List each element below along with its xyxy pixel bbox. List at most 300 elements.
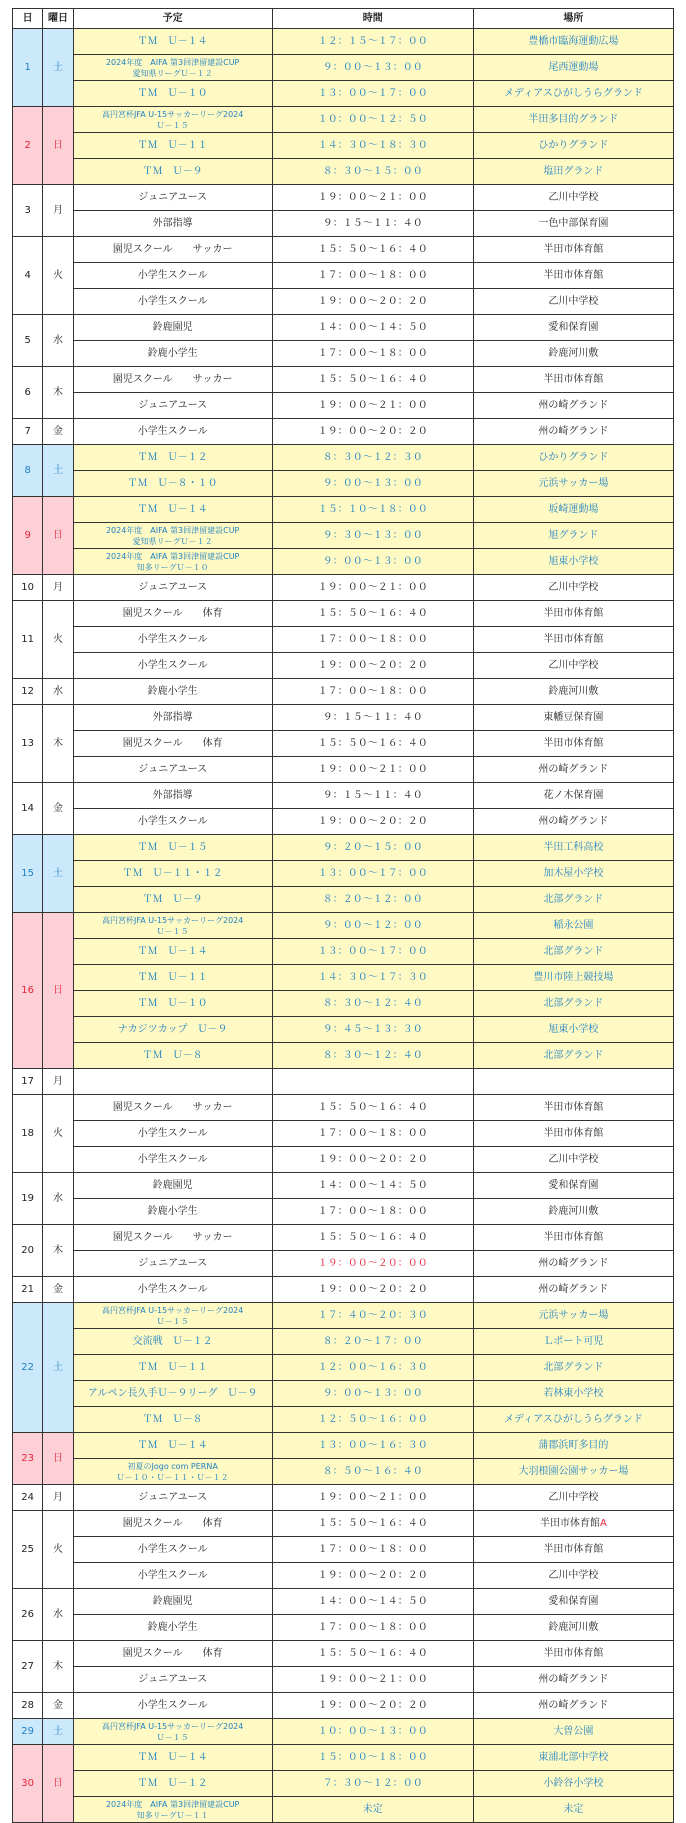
event-cell: 鈴鹿小学生	[73, 341, 272, 367]
event-cell: 園児スクール サッカー	[73, 1095, 272, 1121]
event-cell: ＴＭ Ｕ－１４	[73, 1745, 272, 1771]
place-cell	[473, 939, 673, 965]
day-of-week: 水	[43, 1589, 73, 1641]
schedule-row	[13, 1043, 674, 1069]
day-of-week: 木	[43, 1225, 73, 1277]
event-cell: 鈴鹿園児	[73, 1589, 272, 1615]
place-name: 乙川中学校	[548, 296, 599, 307]
schedule-header	[13, 9, 674, 29]
schedule-row	[13, 107, 674, 133]
day-of-week: 土	[43, 835, 73, 913]
time-cell: ８：２０～１２：００	[272, 887, 473, 913]
place-name: 州の崎グランド	[538, 1700, 609, 1711]
event-cell: 高円宮杯JFA U-15サッカーリーグ2024 Ｕ－１５	[73, 107, 272, 133]
place-name: 稲永公園	[553, 920, 594, 931]
time-cell: １９：００～２０：２０	[272, 289, 473, 315]
schedule-row	[13, 1485, 674, 1511]
time-cell: １７：４０～２０：３０	[272, 1303, 473, 1329]
schedule-row	[13, 1615, 674, 1641]
day-number: 26	[13, 1589, 43, 1641]
place-name: 東浦北部中学校	[538, 1752, 609, 1763]
day-of-week: 日	[43, 1745, 73, 1823]
place-name: 半田市体育館	[543, 738, 604, 749]
place-cell	[473, 523, 673, 549]
event-cell: 小学生スクール	[73, 1537, 272, 1563]
event-cell: 鈴鹿小学生	[73, 1199, 272, 1225]
schedule-row	[13, 1017, 674, 1043]
time-cell: １７：００～１８：００	[272, 1615, 473, 1641]
place-cell	[473, 1277, 673, 1303]
place-name: 半田市体育館	[543, 1128, 604, 1139]
day-number: 2	[13, 107, 43, 185]
event-cell: ＴＭ Ｕ－１１	[73, 1355, 272, 1381]
time-cell: １３：００～１６：３０	[272, 1433, 473, 1459]
event-cell: ＴＭ Ｕ－１１	[73, 965, 272, 991]
time-cell: ７：３０～１２：００	[272, 1771, 473, 1797]
schedule-row	[13, 497, 674, 523]
place-cell	[473, 55, 673, 81]
place-name: 若林東小学校	[543, 1388, 604, 1399]
time-cell: １５：１０～１８：００	[272, 497, 473, 523]
schedule-body	[13, 29, 674, 1823]
schedule-row	[13, 1563, 674, 1589]
place-cell	[473, 575, 673, 601]
schedule-row	[13, 55, 674, 81]
place-cell	[473, 159, 673, 185]
time-cell: ９：００～１３：００	[272, 471, 473, 497]
schedule-row	[13, 1667, 674, 1693]
place-cell	[473, 1225, 673, 1251]
event-cell: ＴＭ Ｕ－１５	[73, 835, 272, 861]
place-cell	[473, 1563, 673, 1589]
day-number: 4	[13, 237, 43, 315]
time-cell: １５：５０～１６：４０	[272, 367, 473, 393]
time-cell: １９：００～２０：２０	[272, 1693, 473, 1719]
place-cell	[473, 445, 673, 471]
day-of-week: 火	[43, 1095, 73, 1173]
schedule-row	[13, 783, 674, 809]
event-cell: ＴＭ Ｕ－１２	[73, 445, 272, 471]
place-name: 旭東小学校	[548, 1024, 599, 1035]
schedule-table	[12, 8, 674, 1823]
time-cell: １５：００～１８：００	[272, 1745, 473, 1771]
place-cell	[473, 627, 673, 653]
place-name: 半田工科高校	[543, 842, 604, 853]
place-cell	[473, 185, 673, 211]
event-cell: 小学生スクール	[73, 263, 272, 289]
schedule-row	[13, 575, 674, 601]
place-cell	[473, 1017, 673, 1043]
event-cell: 2024年度 AIFA 第3回津留建設CUP 愛知県リーグＵ－１２	[73, 55, 272, 81]
day-number: 5	[13, 315, 43, 367]
place-cell	[473, 497, 673, 523]
place-cell	[473, 757, 673, 783]
schedule-row	[13, 1459, 674, 1485]
time-cell: １３：００～１７：００	[272, 939, 473, 965]
time-cell: １９：００～２０：２０	[272, 653, 473, 679]
time-cell: １９：００～２０：２０	[272, 1563, 473, 1589]
schedule-row	[13, 1095, 674, 1121]
day-of-week: 月	[43, 575, 73, 601]
place-name: ひかりグランド	[538, 140, 609, 151]
time-cell: ８：３０～１２：４０	[272, 1043, 473, 1069]
event-cell: ジュニアユース	[73, 185, 272, 211]
place-cell	[473, 1771, 673, 1797]
place-cell	[473, 1329, 673, 1355]
place-name: 豊橋市臨海運動広場	[528, 36, 619, 47]
schedule-row	[13, 1303, 674, 1329]
place-cell	[473, 1043, 673, 1069]
place-cell	[473, 965, 673, 991]
schedule-row	[13, 315, 674, 341]
schedule-row	[13, 289, 674, 315]
place-name: 小鈴谷小学校	[543, 1778, 604, 1789]
schedule-row	[13, 1381, 674, 1407]
event-cell: ナカジツカップ Ｕ－９	[73, 1017, 272, 1043]
schedule-row	[13, 549, 674, 575]
event-cell: 園児スクール 体育	[73, 1511, 272, 1537]
day-of-week: 水	[43, 679, 73, 705]
place-cell	[473, 107, 673, 133]
time-cell: １５：５０～１６：４０	[272, 1641, 473, 1667]
place-name: 北部グランド	[543, 946, 604, 957]
place-cell	[473, 653, 673, 679]
schedule-row	[13, 1407, 674, 1433]
event-cell: 鈴鹿小学生	[73, 1615, 272, 1641]
day-of-week: 日	[43, 497, 73, 575]
event-cell: ＴＭ Ｕ－９	[73, 159, 272, 185]
event-cell: ジュニアユース	[73, 757, 272, 783]
place-name: 州の崎グランド	[538, 1284, 609, 1295]
time-cell: １９：００～２１：００	[272, 185, 473, 211]
place-name: 州の崎グランド	[538, 426, 609, 437]
event-cell: ＴＭ Ｕ－８	[73, 1043, 272, 1069]
day-number: 3	[13, 185, 43, 237]
place-name: 半田市体育館	[543, 1232, 604, 1243]
event-cell: ジュニアユース	[73, 393, 272, 419]
schedule-row	[13, 419, 674, 445]
place-name: 未定	[563, 1804, 584, 1815]
time-cell: １０：００～１２：５０	[272, 107, 473, 133]
place-name: 一色中部保育園	[538, 218, 609, 229]
day-of-week: 土	[43, 445, 73, 497]
place-cell	[473, 367, 673, 393]
place-name: 豊川市陸上競技場	[533, 972, 614, 983]
schedule-row	[13, 1771, 674, 1797]
place-cell	[473, 887, 673, 913]
place-name: 北部グランド	[543, 894, 604, 905]
place-cell	[473, 341, 673, 367]
place-cell	[473, 1693, 673, 1719]
time-cell: １４：００～１４：５０	[272, 1589, 473, 1615]
place-cell	[473, 1511, 673, 1537]
place-name: Ｌポート可児	[543, 1336, 604, 1347]
event-cell: 2024年度 AIFA 第3回津留建設CUP 愛知県リーグＵ－１２	[73, 523, 272, 549]
place-cell	[473, 731, 673, 757]
place-cell	[473, 29, 673, 55]
place-name: 半田市体育館	[540, 1518, 600, 1529]
time-cell: １９：００～２０：２０	[272, 809, 473, 835]
schedule-row	[13, 965, 674, 991]
place-cell	[473, 809, 673, 835]
event-cell: 初夏のJogo com PERNA Ｕ－１０・Ｕ－１１・Ｕ－１２	[73, 1459, 272, 1485]
header-row	[13, 9, 674, 29]
schedule-row	[13, 861, 674, 887]
day-of-week: 土	[43, 1303, 73, 1433]
time-cell: １５：５０～１６：４０	[272, 1225, 473, 1251]
schedule-row	[13, 835, 674, 861]
place-name: 北部グランド	[543, 998, 604, 1009]
place-cell	[473, 1433, 673, 1459]
schedule-row	[13, 705, 674, 731]
place-cell	[473, 1173, 673, 1199]
time-cell	[272, 1069, 473, 1095]
time-cell: ９：２０～１５：００	[272, 835, 473, 861]
schedule-row	[13, 939, 674, 965]
schedule-row	[13, 679, 674, 705]
place-name: 州の崎グランド	[538, 764, 609, 775]
place-cell	[473, 1459, 673, 1485]
time-cell: １５：５０～１６：４０	[272, 601, 473, 627]
time-cell: １９：００～２０：００	[272, 1251, 473, 1277]
time-cell: ８：３０～１５：００	[272, 159, 473, 185]
event-cell: 小学生スクール	[73, 1147, 272, 1173]
place-name: 乙川中学校	[548, 1570, 599, 1581]
day-of-week: 土	[43, 1719, 73, 1745]
day-number: 25	[13, 1511, 43, 1589]
time-cell: １９：００～２１：００	[272, 1667, 473, 1693]
place-name: 乙川中学校	[548, 192, 599, 203]
place-name: 大羽根園公園サッカー場	[518, 1466, 629, 1477]
schedule-row	[13, 991, 674, 1017]
time-cell: １３：００～１７：００	[272, 81, 473, 107]
day-of-week: 月	[43, 185, 73, 237]
place-cell	[473, 1615, 673, 1641]
time-cell: １７：００～１８：００	[272, 263, 473, 289]
header-place: 場所	[473, 9, 673, 29]
event-cell: 高円宮杯JFA U-15サッカーリーグ2024 Ｕ－１５	[73, 913, 272, 939]
event-cell: 2024年度 AIFA 第3回津留建設CUP 知多リーグＵ－１１	[73, 1797, 272, 1823]
place-cell	[473, 133, 673, 159]
place-mark: A	[600, 1518, 607, 1529]
schedule-row	[13, 1693, 674, 1719]
schedule-row	[13, 237, 674, 263]
schedule-row	[13, 1433, 674, 1459]
time-cell: ９：１５～１１：４０	[272, 783, 473, 809]
time-cell: ９：００～１３：００	[272, 55, 473, 81]
day-number: 23	[13, 1433, 43, 1485]
place-name: 州の崎グランド	[538, 1258, 609, 1269]
event-cell: 交流戦 Ｕ－１２	[73, 1329, 272, 1355]
schedule-row	[13, 757, 674, 783]
place-cell	[473, 835, 673, 861]
place-cell	[473, 1589, 673, 1615]
place-cell	[473, 1381, 673, 1407]
event-cell: ＴＭ Ｕ－９	[73, 887, 272, 913]
event-cell: 小学生スクール	[73, 289, 272, 315]
place-cell	[473, 861, 673, 887]
schedule-row	[13, 1355, 674, 1381]
place-cell	[473, 263, 673, 289]
time-cell: １４：３０～１８：３０	[272, 133, 473, 159]
schedule-row	[13, 1173, 674, 1199]
schedule-row	[13, 1719, 674, 1745]
schedule-row	[13, 523, 674, 549]
place-name: 半田市体育館	[543, 608, 604, 619]
event-cell: ジュニアユース	[73, 1485, 272, 1511]
time-cell: １５：５０～１６：４０	[272, 237, 473, 263]
day-number: 10	[13, 575, 43, 601]
schedule-row	[13, 1069, 674, 1095]
place-cell	[473, 393, 673, 419]
day-number: 30	[13, 1745, 43, 1823]
schedule-row	[13, 367, 674, 393]
place-cell	[473, 1251, 673, 1277]
place-name: 半田市体育館	[543, 270, 604, 281]
schedule-row	[13, 471, 674, 497]
place-name: 愛和保育園	[548, 1596, 599, 1607]
place-name: 元浜サッカー場	[538, 1310, 609, 1321]
place-name: 半田市体育館	[543, 244, 604, 255]
schedule-row	[13, 1745, 674, 1771]
place-name: 蒲郡浜町多目的	[538, 1440, 609, 1451]
place-cell	[473, 1537, 673, 1563]
place-name: 半田多目的グランド	[528, 114, 619, 125]
place-name: 州の崎グランド	[538, 816, 609, 827]
place-cell	[473, 991, 673, 1017]
place-cell	[473, 1303, 673, 1329]
schedule-row	[13, 731, 674, 757]
day-of-week: 日	[43, 913, 73, 1069]
event-cell: ＴＭ Ｕ－１４	[73, 29, 272, 55]
place-name: 坂崎運動場	[548, 504, 599, 515]
time-cell: １７：００～１８：００	[272, 341, 473, 367]
day-of-week: 日	[43, 107, 73, 185]
place-name: 半田市体育館	[543, 1648, 604, 1659]
event-cell: 小学生スクール	[73, 653, 272, 679]
time-cell: １５：５０～１６：４０	[272, 1095, 473, 1121]
schedule-row	[13, 81, 674, 107]
day-number: 28	[13, 1693, 43, 1719]
event-cell: 園児スクール サッカー	[73, 1225, 272, 1251]
place-cell	[473, 1147, 673, 1173]
place-name: 加木屋小学校	[543, 868, 604, 879]
place-name: メディアスひがしうらグランド	[504, 88, 643, 99]
event-cell: 外部指導	[73, 705, 272, 731]
event-cell: ＴＭ Ｕ－１４	[73, 497, 272, 523]
event-cell: ＴＭ Ｕ－１４	[73, 1433, 272, 1459]
time-cell: １７：００～１８：００	[272, 679, 473, 705]
day-number: 6	[13, 367, 43, 419]
day-number: 13	[13, 705, 43, 783]
schedule-row	[13, 1225, 674, 1251]
day-number: 9	[13, 497, 43, 575]
day-number: 7	[13, 419, 43, 445]
schedule-row	[13, 1199, 674, 1225]
event-cell: 外部指導	[73, 783, 272, 809]
day-number: 8	[13, 445, 43, 497]
event-cell: 外部指導	[73, 211, 272, 237]
place-name: 北部グランド	[543, 1362, 604, 1373]
day-number: 18	[13, 1095, 43, 1173]
event-cell: ＴＭ Ｕ－８	[73, 1407, 272, 1433]
time-cell: １７：００～１８：００	[272, 1121, 473, 1147]
place-cell	[473, 1719, 673, 1745]
schedule-row	[13, 211, 674, 237]
time-cell: ９：００～１３：００	[272, 1381, 473, 1407]
place-cell	[473, 237, 673, 263]
event-cell: ＴＭ Ｕ－１２	[73, 1771, 272, 1797]
day-number: 27	[13, 1641, 43, 1693]
time-cell: １２：００～１６：３０	[272, 1355, 473, 1381]
place-cell	[473, 419, 673, 445]
place-name: 州の崎グランド	[538, 1674, 609, 1685]
event-cell: 小学生スクール	[73, 1277, 272, 1303]
day-number: 21	[13, 1277, 43, 1303]
time-cell: １３：００～１７：００	[272, 861, 473, 887]
place-name: 愛和保育園	[548, 1180, 599, 1191]
place-name: 鈴鹿河川敷	[548, 1622, 599, 1633]
event-cell: アルペン長久手Ｕ－９リーグ Ｕ－９	[73, 1381, 272, 1407]
place-name: 乙川中学校	[548, 660, 599, 671]
place-cell	[473, 1069, 673, 1095]
event-cell: 小学生スクール	[73, 1693, 272, 1719]
day-number: 12	[13, 679, 43, 705]
place-name: 乙川中学校	[548, 1154, 599, 1165]
place-cell	[473, 289, 673, 315]
day-of-week: 火	[43, 601, 73, 679]
day-of-week: 日	[43, 1433, 73, 1485]
place-name: メディアスひがしうらグランド	[504, 1414, 643, 1425]
day-number: 20	[13, 1225, 43, 1277]
place-name: 旭東小学校	[548, 556, 599, 567]
event-cell	[73, 1069, 272, 1095]
place-cell	[473, 315, 673, 341]
place-cell	[473, 81, 673, 107]
place-name: 鈴鹿河川敷	[548, 1206, 599, 1217]
day-of-week: 木	[43, 705, 73, 783]
time-cell: ８：２０～１７：００	[272, 1329, 473, 1355]
event-cell: ジュニアユース	[73, 575, 272, 601]
day-number: 1	[13, 29, 43, 107]
place-cell	[473, 1797, 673, 1823]
time-cell: 未定	[272, 1797, 473, 1823]
time-cell: １７：００～１８：００	[272, 627, 473, 653]
header-event: 予定	[73, 9, 272, 29]
time-cell: １９：００～２１：００	[272, 757, 473, 783]
time-cell: １９：００～２０：２０	[272, 1147, 473, 1173]
place-name: 東幡豆保育園	[543, 712, 604, 723]
time-cell: ８：３０～１２：４０	[272, 991, 473, 1017]
day-number: 29	[13, 1719, 43, 1745]
place-cell	[473, 1199, 673, 1225]
place-name: 鈴鹿河川敷	[548, 686, 599, 697]
day-of-week: 水	[43, 315, 73, 367]
place-cell	[473, 913, 673, 939]
place-name: 州の崎グランド	[538, 400, 609, 411]
time-cell: ９：４５～１３：３０	[272, 1017, 473, 1043]
schedule-row	[13, 887, 674, 913]
day-of-week: 木	[43, 367, 73, 419]
event-cell: 小学生スクール	[73, 1563, 272, 1589]
place-cell	[473, 1121, 673, 1147]
time-cell: ９：００～１２：００	[272, 913, 473, 939]
day-number: 14	[13, 783, 43, 835]
place-name: 塩田グランド	[543, 166, 604, 177]
place-cell	[473, 549, 673, 575]
day-of-week: 水	[43, 1173, 73, 1225]
place-cell	[473, 211, 673, 237]
